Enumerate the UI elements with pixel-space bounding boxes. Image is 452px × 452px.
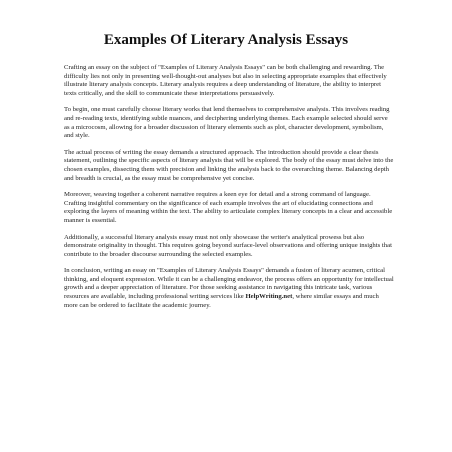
document-title: Examples Of Literary Analysis Essays <box>103 32 349 48</box>
paragraph-intro: Crafting an essay on the subject of "Examples of Literary Analysis Essays" can be both challenging and rewarding. The difficulty lies not only in presenting well-thought-out analyses but also in selecting appropriate examples that effectively illustrate literary analysis concepts. Literary analysis requires a deep understanding of literature, the ability to interpret texts critically, and the skill to communicate these interpretations persuasively. <box>64 64 387 97</box>
paragraph-narrative: Moreover, weaving together a coherent narrative requires a keen eye for detail and a strong command of language. Crafting insightful commentary on the significance of each example involves the art of elucidating connections and exploring the layers of meaning within the text. The ability to articulate complex literary concepts in a clear and accessible manner is essential. <box>64 191 393 224</box>
paragraph-choosing-works: To begin, one must carefully choose literary works that lend themselves to comprehensive analysis. This involves reading and re-reading texts, identifying subtle nuances, and deciphering underlying themes. Each example selected should serve as a microcosm, allowing for a broader discussion of literary elements such as plot, character development, symbolism, and style. <box>64 106 390 140</box>
document-body <box>64 64 394 318</box>
paragraph-writing-process: The actual process of writing the essay demands a structured approach. The introduction should provide a clear thesis statement, outlining the specific aspects of literary analysis that will be explored. The body of the essay must delve into the chosen examples, dissecting them with precision and linking the analysis back to the overarching theme. Balancing depth and breadth is crucial, as the essay must be comprehensive yet concise. <box>64 148 394 182</box>
conclusion-text-after: , where similar essays and much more can be ordered to facilitate the academic journey. <box>64 293 379 309</box>
paragraph-originality: Additionally, a successful literary analysis essay must not only showcase the writer's analytical prowess but also demonstrate originality in thought. This requires going beyond surface-level observations and offering unique insights that contribute to the broader discourse surrounding the selected examples. <box>64 233 392 258</box>
helpwriting-link[interactable]: HelpWriting.net <box>245 293 293 301</box>
paragraph-conclusion <box>64 267 394 310</box>
conclusion-text-before: In conclusion, writing an essay on "Examples of Literary Analysis Essays" demands a fusion of literary acumen, critical thinking, and eloquent expression. While it can be a challenging endeavor, the process offers an opportunity for intellectual growth and a deeper appreciation of literature. For those seeking assistance in navigating this intricate task, various resources are available, including professional writing services like <box>64 267 394 301</box>
